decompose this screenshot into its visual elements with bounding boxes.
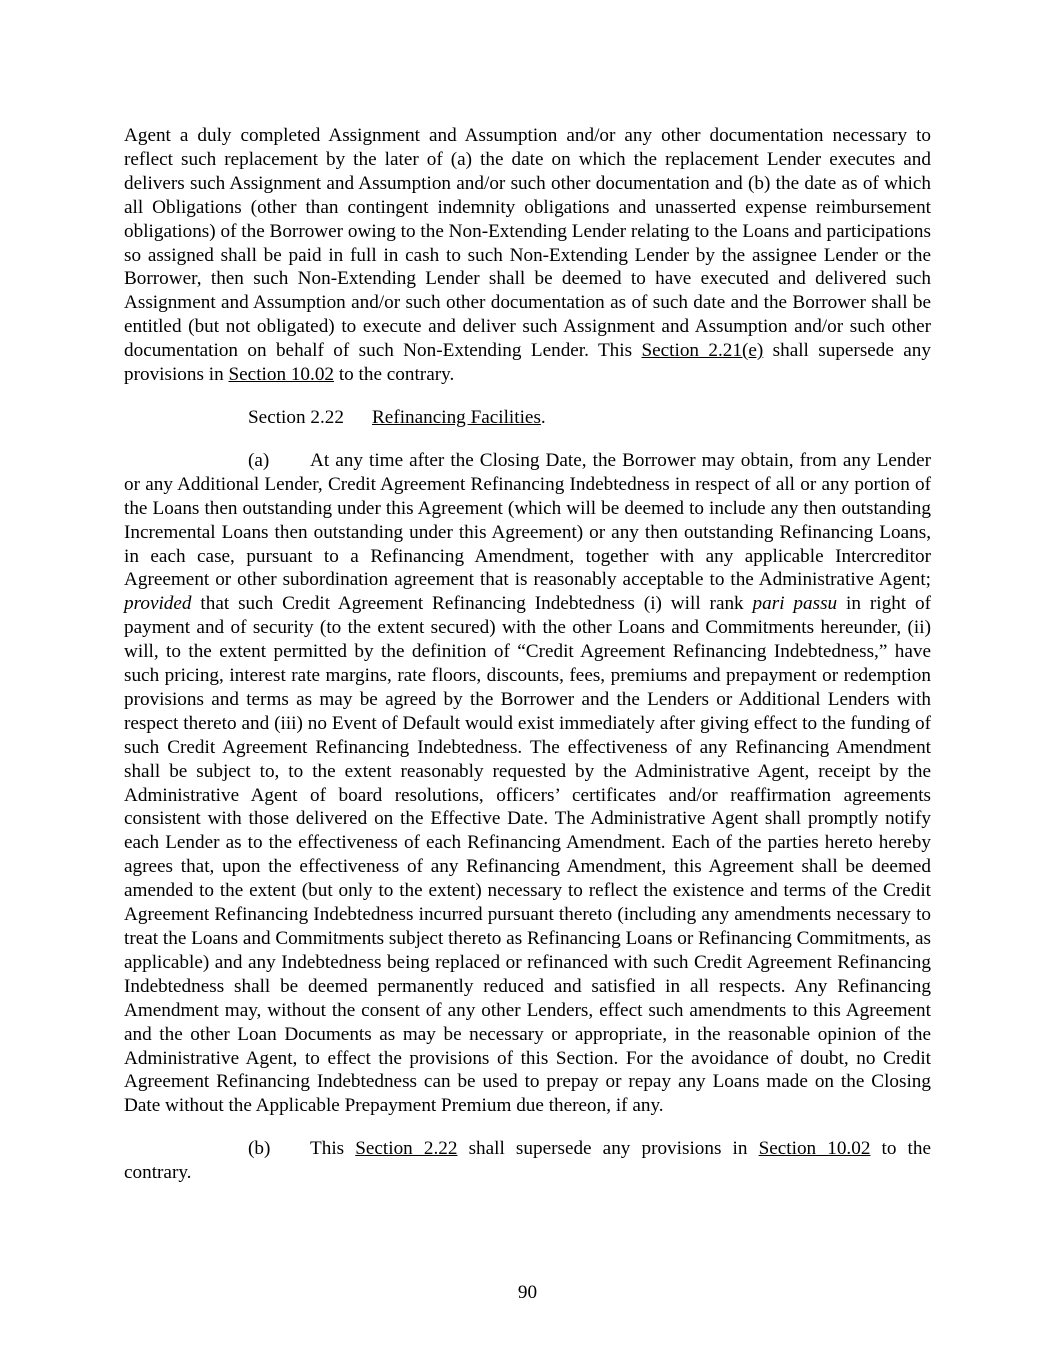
section-ref-2-21e: Section 2.21(e) [641,340,764,362]
section-ref-10-02: Section 10.02 [228,364,335,386]
clause-b-text-3: to the contrary. [124,1138,931,1184]
section-number: Section 2.22 [248,406,344,428]
section-ref-2-22: Section 2.22 [355,1138,458,1160]
clause-b [124,1137,931,1185]
top-paragraph-text-3: to the contrary. [334,364,455,386]
clause-a-italic-provided: provided [124,593,192,615]
document-page [124,124,931,1185]
top-paragraph [124,124,931,387]
clause-a-text-3: in right of payment and of security (to the extent secured) with the other Loans and Commitments hereunder, (ii) will, to the extent permitted by the definition of “Credit Agreement Refinancing Indebtedness,” have such pricing, interest rate margins, rate floors, discounts, fees, premiums and prepayment or redemption provisions and terms as may be agreed by the Borrower and the Lenders or Additional Lenders with respect thereto and (iii) no Event of Default would exist immediately after giving effect to the funding of such Credit Agreement Refinancing Indebtedness. The effectiveness of any Refinancing Amendment shall be subject to, to the extent reasonably requested by the Administrative Agent, receipt by the Administrative Agent of board resolutions, officers’ certificates and/or reaffirmation agreements consistent with those delivered on the Effective Date. The Administrative Agent shall promptly notify each Lender as to the effectiveness of each Refinancing Amendment. Each of the parties hereto hereby agrees that, upon the effectiveness of any Refinancing Amendment, this Agreement shall be deemed amended to the extent (but only to the extent) necessary to reflect the existence and terms of the Credit Agreement Refinancing Indebtedness incurred pursuant thereto (including any amendments necessary to treat the Loans and Commitments subject thereto as Refinancing Loans or Refinancing Commitments, as applicable) and any Indebtedness being replaced or refinanced with such Credit Agreement Refinancing Indebtedness shall be deemed permanently reduced and satisfied in all respects. Any Refinancing Amendment may, without the consent of any other Lenders, effect such amendments to this Agreement and the other Loan Documents as may be necessary or appropriate, in the reasonable opinion of the Administrative Agent, to effect the provisions of this Section. For the avoidance of doubt, no Credit Agreement Refinancing Indebtedness can be used to prepay or repay any Loans made on the Closing Date without the Applicable Prepayment Premium due thereon, if any. [124,593,931,1117]
clause-a-italic-pari-passu: pari passu [752,593,838,615]
clause-b-label: (b) [248,1138,271,1160]
section-heading [124,406,931,430]
clause-a-text-2: that such Credit Agreement Refinancing Indebtedness (i) will rank [191,593,753,615]
clause-b-text-1: This [310,1138,356,1160]
clause-b-text-2: shall supersede any provisions in [457,1138,759,1160]
section-ref-10-02-b: Section 10.02 [758,1138,871,1160]
clause-a [124,449,931,1118]
clause-a-text-1: At any time after the Closing Date, the Borrower may obtain, from any Lender or any Additional Lender, Credit Agreement Refinancing Indebtedness in respect of all or any portion of the Loans then outstanding under this Agreement (which will be deemed to include any then outstanding Incremental Loans then outstanding under this Agreement) or any then outstanding Refinancing Loans, in each case, pursuant to a Refinancing Amendment, together with any applicable Intercreditor Agreement or other subordination agreement that is reasonably acceptable to the Administrative Agent; [124,449,931,591]
clause-a-label: (a) [248,449,270,471]
section-title: Refinancing Facilities [372,406,541,428]
top-paragraph-text-2: shall supersede any provisions in [124,340,931,386]
page-number: 90 [517,1282,538,1303]
section-title-period: . [540,406,546,428]
top-paragraph-text-1: Agent a duly completed Assignment and Assumption and/or any other documentation necessary to reflect such replacement by the later of (a) the date on which the replacement Lender executes and delivers such Assignment and Assumption and/or such other documentation and (b) the date as of which all Obligations (other than contingent indemnity obligations and unasserted expense reimbursement obligations) of the Borrower owing to the Non-Extending Lender relating to the Loans and participations so assigned shall be paid in full in cash to such Non-Extending Lender by the assignee Lender or the Borrower, then such Non-Extending Lender shall be deemed to have executed and delivered such Assignment and Assumption and/or such other documentation as of such date and the Borrower shall be entitled (but not obligated) to execute and deliver such Assignment and Assumption and/or such other documentation on behalf of such Non-Extending Lender. This [124,125,931,362]
